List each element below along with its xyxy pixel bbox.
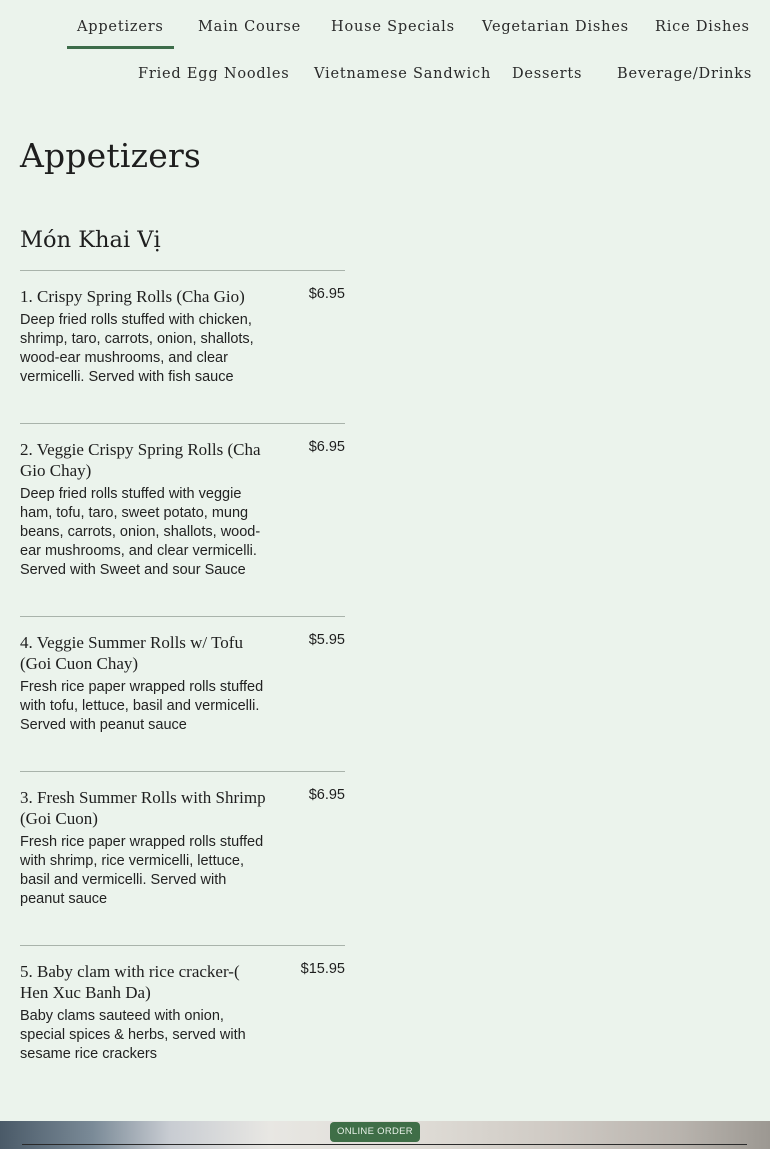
item-price: $15.95 — [300, 961, 345, 977]
item-name: 5. Baby clam with rice cracker-( Hen Xuc Banh Da) — [20, 962, 240, 1002]
item-price: $6.95 — [308, 787, 345, 803]
item-description: Fresh rice paper wrapped rolls stuffed with shrimp, rice vermicelli, lettuce, basil and vermicelli. Served with peanut sauce — [20, 834, 264, 907]
item-price: $6.95 — [308, 286, 345, 302]
menu-item — [20, 945, 345, 1076]
menu-item — [20, 616, 345, 772]
item-name: 1. Crispy Spring Rolls (Cha Gio) — [20, 287, 245, 306]
menu-item — [20, 771, 345, 946]
page-title: Appetizers — [20, 136, 202, 175]
item-description: Fresh rice paper wrapped rolls stuffed with tofu, lettuce, basil and vermicelli. Served with peanut sauce — [20, 679, 264, 733]
menu-item — [20, 423, 345, 617]
item-name: 3. Fresh Summer Rolls with Shrimp (Goi Cuon) — [20, 788, 266, 828]
tab-vegetarian-dishes[interactable]: Vegetarian Dishes — [482, 19, 629, 35]
tab-vietnamese-sandwich[interactable]: Vietnamese Sandwich — [314, 66, 492, 82]
item-description: Baby clams sauteed with onion, special spices & herbs, served with sesame rice crackers — [20, 1008, 246, 1062]
tab-house-specials[interactable]: House Specials — [331, 19, 455, 35]
tab-beverage-drinks[interactable]: Beverage/Drinks — [617, 66, 753, 82]
tab-appetizers[interactable]: Appetizers — [67, 0, 174, 49]
online-order-button[interactable]: ONLINE ORDER — [330, 1122, 420, 1142]
section-title: Món Khai Vị — [20, 227, 161, 253]
item-description: Deep fried rolls stuffed with chicken, shrimp, taro, carrots, onion, shallots, wood-ear mushrooms, and clear vermicelli. Served with fish sauce — [20, 312, 254, 385]
menu-item — [20, 270, 345, 424]
tab-fried-egg-noodles[interactable]: Fried Egg Noodles — [138, 66, 290, 82]
item-price: $6.95 — [308, 439, 345, 455]
item-price: $5.95 — [308, 632, 345, 648]
tab-desserts[interactable]: Desserts — [512, 66, 583, 82]
tab-rice-dishes[interactable]: Rice Dishes — [655, 19, 750, 35]
item-name: 4. Veggie Summer Rolls w/ Tofu (Goi Cuon Chay) — [20, 633, 243, 673]
tab-main-course[interactable]: Main Course — [198, 19, 301, 35]
item-name: 2. Veggie Crispy Spring Rolls (Cha Gio Chay) — [20, 440, 261, 480]
footer-divider — [22, 1144, 747, 1145]
item-description: Deep fried rolls stuffed with veggie ham, tofu, taro, sweet potato, mung beans, carrots, onion, shallots, wood-ear mushrooms, and clear vermicelli. Served with Sweet and sour Sauce — [20, 486, 261, 578]
